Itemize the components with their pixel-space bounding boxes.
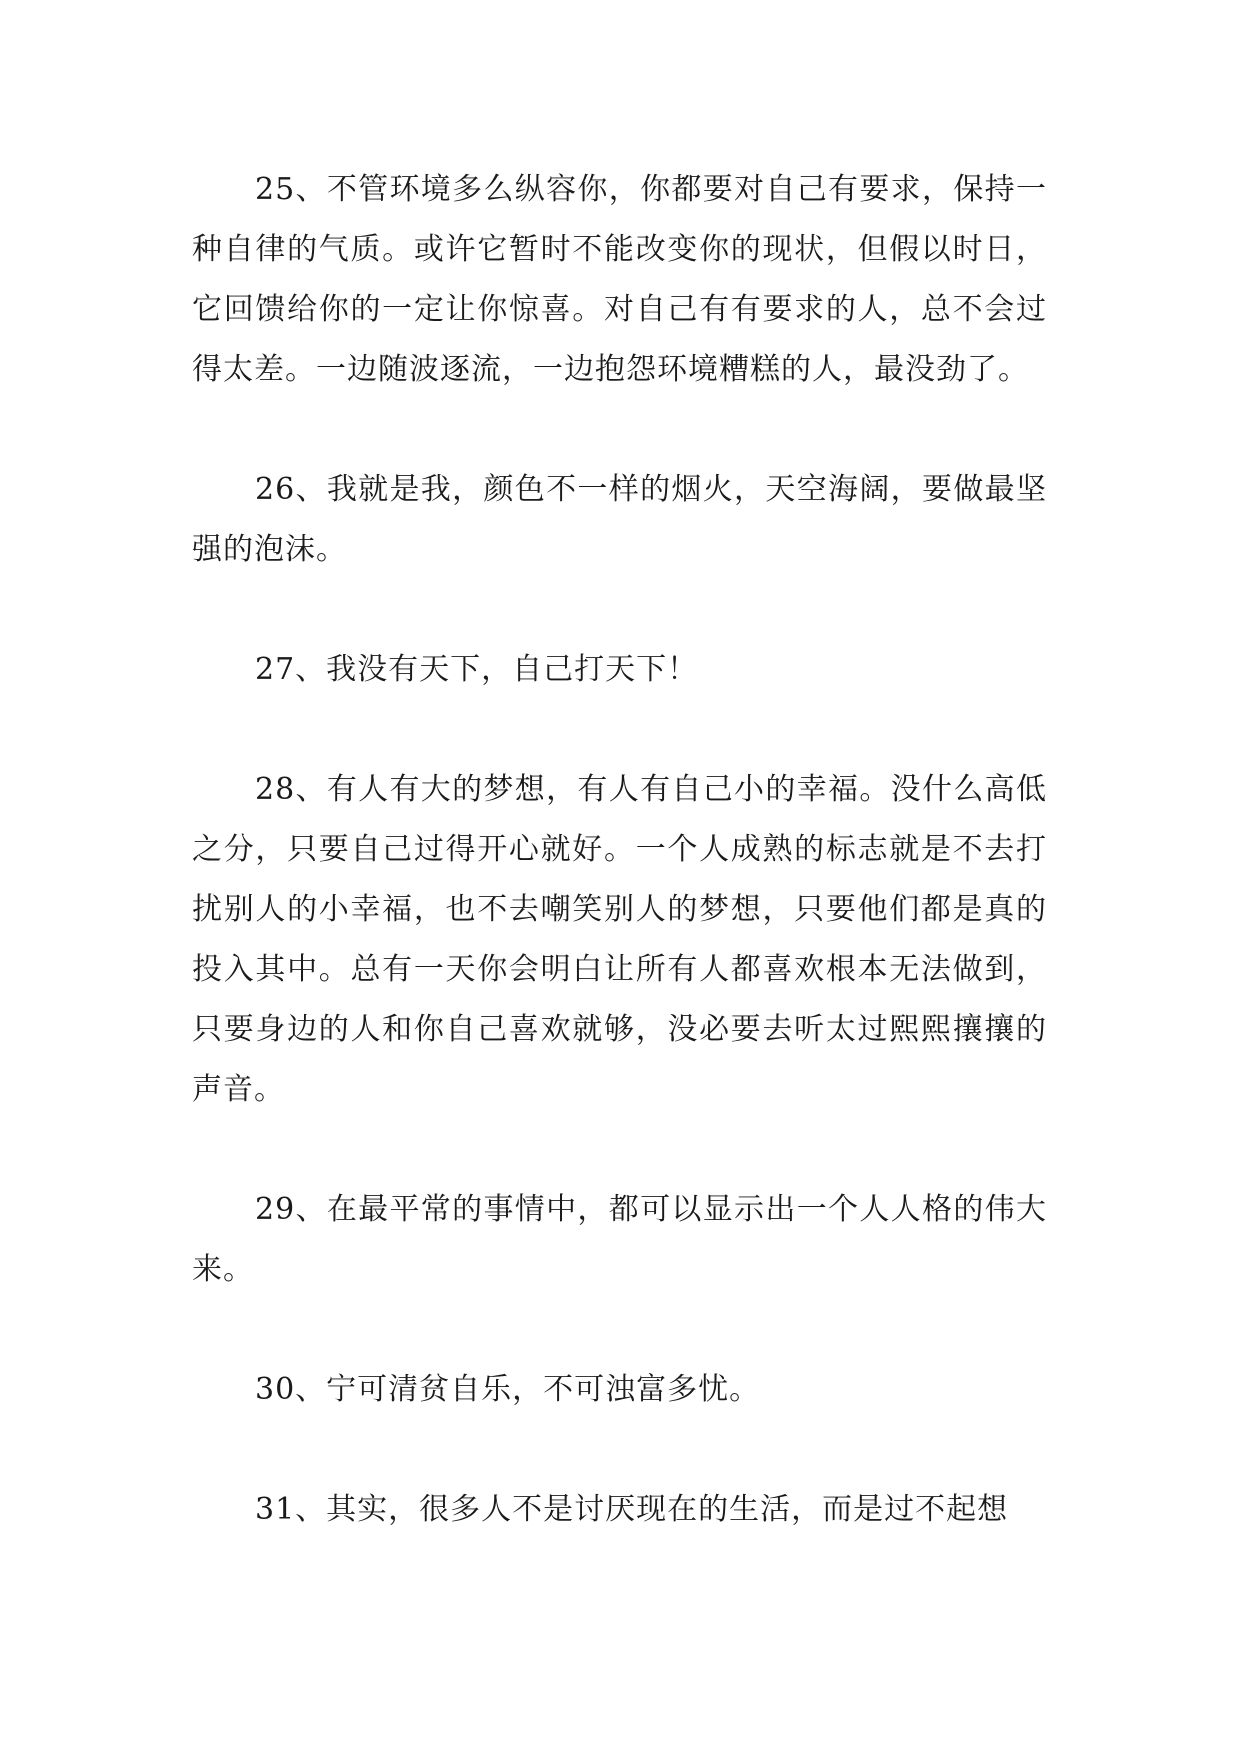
paragraph-29: 29、在最平常的事情中，都可以显示出一个人人格的伟大来。 xyxy=(192,1192,1047,1287)
paragraph-25: 25、不管环境多么纵容你，你都要对自己有要求，保持一种自律的气质。或许它暂时不能改变你的现状，但假以时日，它回馈给你的一定让你惊喜。对自己有有要求的人，总不会过得太差。一边随波逐流，一边抱怨环境糟糕的人，最没劲了。 xyxy=(192,172,1047,387)
paragraph-31: 31、其实，很多人不是讨厌现在的生活，而是过不起想 xyxy=(255,1492,1009,1527)
paragraph-30: 30、宁可清贫自乐，不可浊富多忧。 xyxy=(255,1372,761,1407)
paragraph-28: 28、有人有大的梦想，有人有自己小的幸福。没什么高低之分，只要自己过得开心就好。一个人成熟的标志就是不去打扰别人的小幸福，也不去嘲笑别人的梦想，只要他们都是真的投入其中。总有一天你会明白让所有人都喜欢根本无法做到，只要身边的人和你自己喜欢就够，没必要去听太过熙熙攘攘的声音。 xyxy=(192,772,1047,1107)
document-body xyxy=(192,160,1047,1540)
paragraph-26: 26、我就是我，颜色不一样的烟火，天空海阔，要做最坚强的泡沫。 xyxy=(192,472,1047,567)
paragraph-27: 27、我没有天下，自己打天下！ xyxy=(255,652,699,687)
